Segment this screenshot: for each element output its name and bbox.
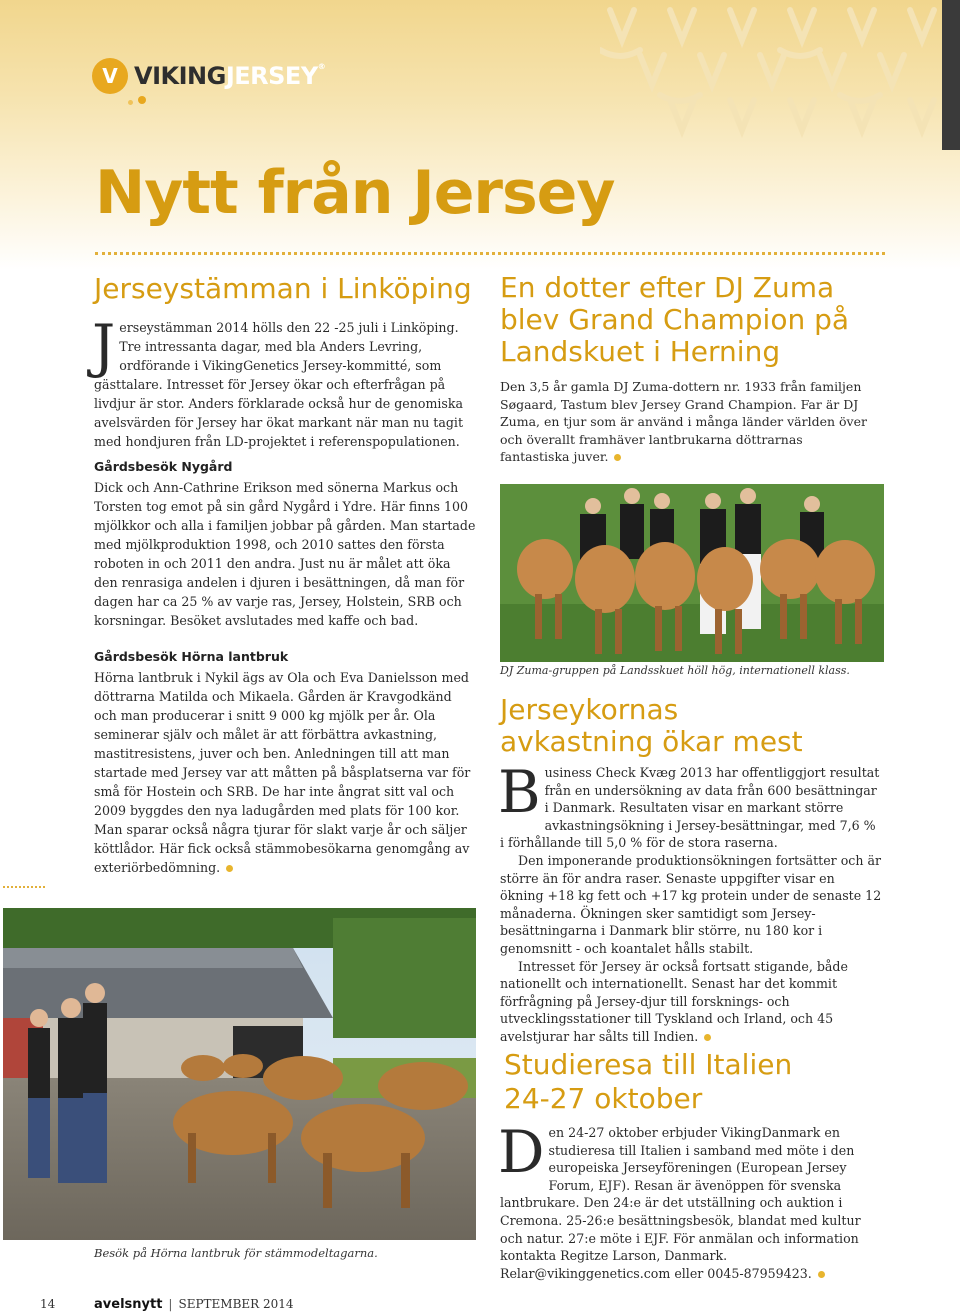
header-band [0,0,960,270]
logo-v-icon: V [92,58,128,94]
page-number: 14 [40,1297,56,1311]
dropcap: D [498,1118,545,1186]
dotted-divider [95,252,885,255]
studieresa-heading: Studieresa till Italien 24-27 oktober [504,1048,793,1115]
issue-date: SEPTEMBER 2014 [178,1297,294,1311]
magazine-name: avelsnytt [94,1297,163,1312]
logo-dot-small [128,100,133,105]
side-dotted-mark [3,886,45,888]
dropcap: J [92,312,116,380]
left-heading: Jerseystämman i Linköping [94,272,472,305]
avkastning-heading: Jerseykornas avkastning ökar mest [500,693,803,758]
dropcap: B [498,758,541,826]
avkastning-text: Business Check Kvæg 2013 har offentliggjort resultat från en undersökning av data från 600 besättningar i Danmark. Resultaten visar en markant större avkastningsökning i Jersey-besättningar, med 7,6 % i förhållande till 5,0 % för de stora raserna. Den imponerande produktionsökningen fortsätter och är större än för andra raser. Senaste uppgifter visar en ökning +18 kg fett och +17 kg protein under de senaste 12 månaderna. Ökningen sker samtidigt som Jersey-besättningarna i Danmark blir större, nu 180 kor i genomsnitt - och koantalet hålls stabilt. Intresset för Jersey är också fortsatt stigande, både nationellt och internationellt. Senast har det kommit förfrågning på Jersey-djur till forsknings- och utvecklingsstationer till Tyskland och Irland, och 45 avelstjurar har sålts till Indien. [498,758,882,1044]
nygard-section [94,457,476,630]
nygard-heading: Gårdsbesök Nygård [94,459,233,474]
farm-visit-photo [3,908,476,1240]
end-bullet [614,454,621,461]
end-bullet [704,1034,711,1041]
farm-photo-caption: Besök på Hörna lantbruk för stämmodeltagarna. [94,1246,378,1260]
footer-separator: | [168,1297,173,1311]
end-bullet [818,1271,825,1278]
logo-dot [138,96,146,104]
horna-text: Hörna lantbruk i Nykil ägs av Ola och Eva Danielsson med döttrarna Matilda och Mikaela. Gården är Kravgodkänd och man producerar i snitt 9 000 kg mjölk per år. Ola seminerar själv och målet är att förbättra avkastning, mastitresistens, juver och ben. Anledningen till att man startade med Jersey var att måtten på båsplatserna var för små för Hostein och SRB. De har inte ångrat sitt val och 2009 byggdes den nya ladugården med plats för 100 kor. Man sparar också några tjurar för slakt varje år och säljer köttlådor. Här fick också stämmobesökarna genomgång av exteriörbedömning. [94,670,471,875]
v-pattern-decoration [600,0,960,150]
page-title: Nytt från Jersey [95,158,615,228]
left-intro: Jerseystämman 2014 hölls den 22 -25 juli i Linköping. Tre intressanta dagar, med bla Anders Levring, ordförande i VikingGenetics Jersey-kommitté, som gästtalare. Intresset för Jersey ökar och efterfrågan på livdjur är stor. Anders förklarade också hur de genomiska avelsvärden för Jersey har ökat markant när man nu tagit med hondjuren från LD-projektet i referenspopulationen. [92,312,464,449]
nygard-text: Dick och Ann-Cathrine Erikson med sönerna Markus och Torsten tog emot på sin gård Nygård i Ydre. Här finns 100 mjölkkor och alla i familjen jobbar på gården. Man startade med mjölkproduktion 1998, och 2010 sattes den första roboten in och 2011 den andra. Just nu är målet att öka den renrasiga andelen i djuren i besättningen, då man för dagen har ca 25 % av varje ras, Jersey, Holstein, SRB och korsningar. Besöket avslutades med kaffe och bad. [94,480,476,628]
page-footer [40,1297,294,1312]
horna-section [94,647,476,877]
horna-heading: Gårdsbesök Hörna lantbruk [94,649,289,664]
zuma-photo-caption: DJ Zuma-gruppen på Landsskuet höll hög, internationell klass. [500,664,850,677]
zuma-group-photo [500,484,884,662]
studieresa-text: Den 24-27 oktober erbjuder VikingDanmark en studieresa till Italien i samband med möte i den europeiska Jerseyföreningen (European Jersey Forum, EJF). Resan är ävenöppen för svenska lantbrukare. Den 24:e är det utställning och auktion i Cremona. 25-26:e besättningsbesök, blandat med kultur och natur. 27:e möte i EJF. För anmälan och information kontakta Regitze Larson, Danmark. Relar@vikinggenetics.com eller 0045-87959423. [498,1118,861,1281]
zuma-heading: En dotter efter DJ Zuma blev Grand Champion på Landskuet i Herning [500,271,850,368]
zuma-text: Den 3,5 år gamla DJ Zuma-dottern nr. 1933 från familjen Søgaard, Tastum blev Jersey Grand Champion. Far är DJ Zuma, en tjur som är använd i många länder världen över och överallt framhäver lantbrukarna döttrarnas fantastiska juver. [500,379,867,465]
end-bullet [226,865,233,872]
vikingjersey-logo [92,58,325,94]
logo-wordmark: VIKINGJERSEY® [134,62,326,90]
